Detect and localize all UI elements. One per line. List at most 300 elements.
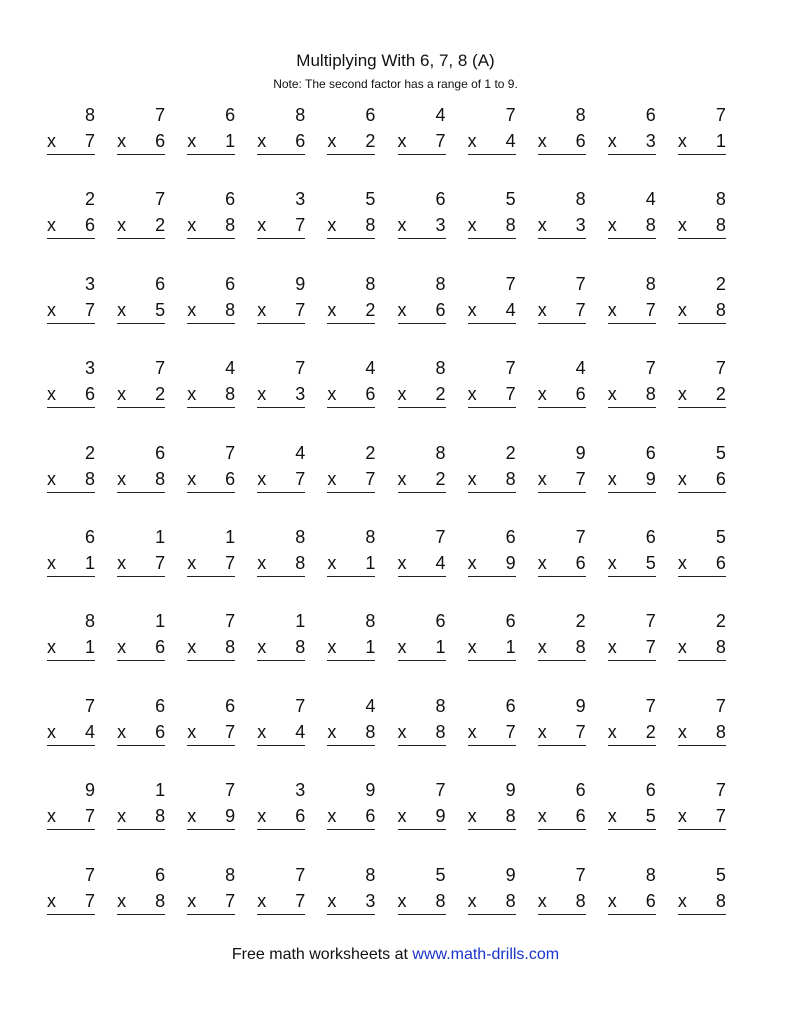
first-factor: 6 — [575, 780, 586, 801]
problem-item — [398, 357, 446, 417]
multiply-sign: x — [677, 890, 687, 911]
second-factor: 8 — [505, 890, 516, 911]
first-factor: 6 — [155, 442, 166, 463]
first-factor: 6 — [225, 105, 236, 125]
first-factor: 7 — [155, 105, 166, 125]
multiply-sign: x — [327, 299, 337, 320]
problem-item — [608, 357, 656, 417]
answer-line — [398, 492, 446, 493]
answer-line — [257, 829, 305, 830]
first-factor: 6 — [505, 611, 516, 632]
problem-item — [187, 526, 235, 586]
problem-item — [678, 104, 726, 164]
answer-line — [257, 238, 305, 239]
second-factor: 6 — [715, 468, 726, 489]
answer-line — [257, 154, 305, 155]
multiply-sign: x — [117, 299, 127, 320]
second-factor: 8 — [645, 384, 656, 405]
problem-item — [678, 779, 726, 839]
multiply-sign: x — [257, 468, 267, 489]
multiply-sign: x — [607, 384, 617, 405]
multiply-sign: x — [47, 215, 56, 236]
multiply-sign: x — [537, 721, 547, 742]
multiply-sign: x — [397, 806, 407, 827]
second-factor: 6 — [575, 806, 586, 827]
problem-item — [47, 864, 95, 924]
first-factor: 7 — [645, 695, 656, 716]
second-factor: 8 — [225, 215, 236, 236]
multiply-sign: x — [397, 215, 407, 236]
problem-item — [398, 610, 446, 670]
first-factor: 8 — [645, 864, 656, 885]
problem-item — [327, 695, 375, 755]
problem-item — [327, 188, 375, 248]
answer-line — [678, 745, 726, 746]
second-factor: 7 — [505, 721, 516, 742]
first-factor: 4 — [225, 358, 236, 379]
problem-item — [47, 188, 95, 248]
answer-line — [608, 492, 656, 493]
answer-line — [608, 407, 656, 408]
first-factor: 7 — [155, 358, 166, 379]
problem-item — [468, 104, 516, 164]
second-factor: 8 — [295, 637, 306, 658]
answer-line — [117, 745, 165, 746]
second-factor: 8 — [365, 215, 376, 236]
answer-line — [538, 407, 586, 408]
second-factor: 7 — [575, 468, 586, 489]
answer-line — [257, 660, 305, 661]
second-factor: 6 — [84, 384, 95, 405]
problem-item — [117, 273, 165, 333]
problem-item — [538, 104, 586, 164]
multiply-sign: x — [467, 553, 477, 573]
second-factor: 1 — [435, 637, 446, 658]
multiply-sign: x — [187, 806, 197, 827]
problem-item — [468, 273, 516, 333]
problem-item — [47, 695, 95, 755]
first-factor: 7 — [505, 105, 516, 125]
answer-line — [327, 576, 375, 577]
first-factor: 7 — [575, 273, 586, 294]
answer-line — [327, 914, 375, 915]
first-factor: 6 — [435, 189, 446, 210]
second-factor: 7 — [645, 299, 656, 320]
multiply-sign: x — [677, 384, 687, 405]
second-factor: 6 — [435, 299, 446, 320]
multiply-sign: x — [257, 384, 267, 405]
problem-item — [257, 695, 305, 755]
problem-item — [117, 610, 165, 670]
answer-line — [678, 238, 726, 239]
problem-item — [47, 779, 95, 839]
answer-line — [678, 407, 726, 408]
multiply-sign: x — [607, 637, 617, 658]
multiply-sign: x — [467, 384, 477, 405]
second-factor: 2 — [645, 721, 656, 742]
answer-line — [187, 660, 235, 661]
problem-item — [398, 188, 446, 248]
problem-item — [608, 864, 656, 924]
problem-item — [117, 442, 165, 502]
answer-line — [327, 238, 375, 239]
problem-item — [468, 610, 516, 670]
multiply-sign: x — [397, 890, 407, 911]
multiply-sign: x — [187, 890, 197, 911]
multiply-sign: x — [537, 384, 547, 405]
second-factor: 7 — [225, 890, 236, 911]
answer-line — [47, 660, 95, 661]
multiply-sign: x — [327, 637, 337, 658]
first-factor: 2 — [575, 611, 586, 632]
answer-line — [398, 238, 446, 239]
problem-item — [47, 357, 95, 417]
problem-item — [257, 526, 305, 586]
first-factor: 1 — [155, 527, 166, 547]
multiply-sign: x — [537, 637, 547, 658]
first-factor: 9 — [575, 442, 586, 463]
first-factor: 8 — [84, 105, 95, 125]
second-factor: 9 — [435, 806, 446, 827]
multiply-sign: x — [607, 131, 617, 151]
problem-item — [187, 695, 235, 755]
problem-item — [468, 357, 516, 417]
answer-line — [257, 914, 305, 915]
problem-item — [468, 695, 516, 755]
second-factor: 7 — [435, 131, 446, 151]
first-factor: 9 — [84, 780, 95, 801]
multiply-sign: x — [397, 131, 407, 151]
second-factor: 4 — [435, 553, 446, 573]
second-factor: 2 — [365, 131, 376, 151]
first-factor: 6 — [645, 780, 656, 801]
second-factor: 7 — [155, 553, 166, 573]
second-factor: 6 — [155, 131, 166, 151]
answer-line — [608, 914, 656, 915]
first-factor: 7 — [225, 442, 236, 463]
answer-line — [398, 829, 446, 830]
multiply-sign: x — [537, 806, 547, 827]
first-factor: 2 — [715, 611, 726, 632]
answer-line — [187, 745, 235, 746]
second-factor: 7 — [575, 721, 586, 742]
answer-line — [187, 829, 235, 830]
answer-line — [398, 914, 446, 915]
multiply-sign: x — [467, 637, 477, 658]
second-factor: 2 — [435, 384, 446, 405]
first-factor: 6 — [505, 527, 516, 547]
first-factor: 8 — [715, 189, 726, 210]
second-factor: 1 — [84, 553, 95, 573]
multiply-sign: x — [607, 553, 617, 573]
second-factor: 2 — [435, 468, 446, 489]
problem-item — [327, 442, 375, 502]
problem-item — [257, 864, 305, 924]
multiply-sign: x — [187, 553, 197, 573]
second-factor: 7 — [295, 215, 306, 236]
first-factor: 8 — [365, 864, 376, 885]
answer-line — [327, 660, 375, 661]
problem-item — [538, 273, 586, 333]
second-factor: 7 — [365, 468, 376, 489]
problem-item — [608, 188, 656, 248]
second-factor: 8 — [715, 637, 726, 658]
problem-item — [327, 779, 375, 839]
answer-line — [608, 238, 656, 239]
second-factor: 6 — [575, 131, 586, 151]
problem-item — [398, 526, 446, 586]
multiply-sign: x — [257, 299, 267, 320]
second-factor: 4 — [505, 299, 516, 320]
problem-item — [538, 357, 586, 417]
problem-item — [608, 695, 656, 755]
problem-item — [608, 273, 656, 333]
answer-line — [678, 492, 726, 493]
second-factor: 9 — [225, 806, 236, 827]
multiply-sign: x — [607, 721, 617, 742]
first-factor: 2 — [84, 189, 95, 210]
second-factor: 4 — [84, 721, 95, 742]
multiply-sign: x — [397, 384, 407, 405]
answer-line — [468, 492, 516, 493]
multiply-sign: x — [187, 721, 197, 742]
multiply-sign: x — [47, 299, 56, 320]
problem-item — [398, 442, 446, 502]
multiply-sign: x — [117, 721, 127, 742]
multiply-sign: x — [397, 637, 407, 658]
second-factor: 6 — [575, 553, 586, 573]
first-factor: 3 — [84, 273, 95, 294]
problem-item — [398, 104, 446, 164]
problem-item — [398, 695, 446, 755]
second-factor: 8 — [225, 384, 236, 405]
answer-line — [608, 323, 656, 324]
answer-line — [538, 492, 586, 493]
multiply-sign: x — [537, 468, 547, 489]
multiply-sign: x — [537, 890, 547, 911]
second-factor: 6 — [295, 131, 306, 151]
multiply-sign: x — [677, 806, 687, 827]
second-factor: 6 — [575, 384, 586, 405]
first-factor: 8 — [435, 358, 446, 379]
answer-line — [327, 407, 375, 408]
problem-item — [117, 104, 165, 164]
second-factor: 8 — [575, 890, 586, 911]
multiply-sign: x — [47, 384, 56, 405]
problem-item — [678, 442, 726, 502]
answer-line — [117, 914, 165, 915]
second-factor: 7 — [295, 299, 306, 320]
answer-line — [608, 154, 656, 155]
first-factor: 5 — [715, 442, 726, 463]
first-factor: 7 — [715, 780, 726, 801]
multiply-sign: x — [327, 806, 337, 827]
problem-item — [117, 695, 165, 755]
multiply-sign: x — [187, 384, 197, 405]
problem-item — [257, 104, 305, 164]
first-factor: 5 — [715, 527, 726, 547]
answer-line — [538, 829, 586, 830]
first-factor: 6 — [225, 695, 236, 716]
first-factor: 8 — [225, 864, 236, 885]
second-factor: 7 — [505, 384, 516, 405]
first-factor: 7 — [505, 358, 516, 379]
multiply-sign: x — [327, 890, 337, 911]
answer-line — [47, 745, 95, 746]
second-factor: 1 — [505, 637, 516, 658]
multiply-sign: x — [677, 299, 687, 320]
answer-line — [47, 238, 95, 239]
first-factor: 9 — [575, 695, 586, 716]
multiply-sign: x — [467, 131, 477, 151]
answer-line — [678, 660, 726, 661]
multiply-sign: x — [607, 299, 617, 320]
second-factor: 2 — [155, 215, 166, 236]
second-factor: 8 — [715, 890, 726, 911]
problem-item — [538, 695, 586, 755]
first-factor: 7 — [295, 695, 306, 716]
second-factor: 5 — [645, 553, 656, 573]
answer-line — [468, 154, 516, 155]
multiply-sign: x — [537, 299, 547, 320]
first-factor: 6 — [225, 189, 236, 210]
answer-line — [468, 829, 516, 830]
multiply-sign: x — [327, 384, 337, 405]
answer-line — [327, 323, 375, 324]
second-factor: 8 — [84, 468, 95, 489]
first-factor: 7 — [435, 527, 446, 547]
problem-item — [257, 273, 305, 333]
second-factor: 1 — [84, 637, 95, 658]
answer-line — [117, 407, 165, 408]
first-factor: 4 — [575, 358, 586, 379]
first-factor: 7 — [715, 358, 726, 379]
first-factor: 2 — [505, 442, 516, 463]
second-factor: 6 — [645, 890, 656, 911]
multiply-sign: x — [537, 553, 547, 573]
multiply-sign: x — [47, 721, 56, 742]
answer-line — [398, 576, 446, 577]
footer-link[interactable]: www.math-drills.com — [412, 946, 560, 963]
multiply-sign: x — [117, 131, 127, 151]
second-factor: 8 — [155, 806, 166, 827]
problem-item — [117, 188, 165, 248]
answer-line — [257, 492, 305, 493]
second-factor: 7 — [84, 806, 95, 827]
multiply-sign: x — [607, 806, 617, 827]
problem-item — [538, 610, 586, 670]
problem-item — [608, 104, 656, 164]
problem-item — [47, 610, 95, 670]
first-factor: 1 — [155, 780, 166, 801]
problem-item — [327, 273, 375, 333]
first-factor: 6 — [225, 273, 236, 294]
problem-item — [678, 610, 726, 670]
second-factor: 6 — [155, 637, 166, 658]
answer-line — [47, 914, 95, 915]
answer-line — [608, 829, 656, 830]
first-factor: 9 — [295, 273, 306, 294]
second-factor: 6 — [155, 721, 166, 742]
worksheet-title: Multiplying With 6, 7, 8 (A) — [296, 51, 495, 70]
first-factor: 8 — [365, 611, 376, 632]
second-factor: 8 — [435, 721, 446, 742]
second-factor: 7 — [715, 806, 726, 827]
multiply-sign: x — [117, 890, 127, 911]
problem-item — [538, 864, 586, 924]
problem-item — [257, 188, 305, 248]
second-factor: 3 — [365, 890, 376, 911]
problem-item — [398, 864, 446, 924]
answer-line — [117, 238, 165, 239]
second-factor: 3 — [295, 384, 306, 405]
answer-line — [398, 323, 446, 324]
first-factor: 4 — [365, 358, 376, 379]
problem-item — [327, 864, 375, 924]
answer-line — [538, 154, 586, 155]
multiply-sign: x — [327, 553, 337, 573]
answer-line — [468, 407, 516, 408]
first-factor: 7 — [715, 695, 726, 716]
multiply-sign: x — [537, 131, 547, 151]
answer-line — [608, 660, 656, 661]
second-factor: 9 — [645, 468, 656, 489]
multiply-sign: x — [47, 890, 56, 911]
second-factor: 6 — [365, 806, 376, 827]
first-factor: 9 — [505, 780, 516, 801]
second-factor: 8 — [365, 721, 376, 742]
multiply-sign: x — [677, 215, 687, 236]
problem-item — [117, 779, 165, 839]
problem-item — [257, 610, 305, 670]
multiply-sign: x — [47, 553, 56, 573]
first-factor: 4 — [435, 105, 446, 125]
second-factor: 6 — [365, 384, 376, 405]
second-factor: 7 — [575, 299, 586, 320]
answer-line — [187, 492, 235, 493]
answer-line — [678, 829, 726, 830]
answer-line — [187, 407, 235, 408]
multiply-sign: x — [117, 215, 127, 236]
multiply-sign: x — [327, 468, 337, 489]
problem-item — [47, 273, 95, 333]
second-factor: 7 — [295, 468, 306, 489]
second-factor: 6 — [225, 468, 236, 489]
multiply-sign: x — [607, 468, 617, 489]
multiply-sign: x — [677, 637, 687, 658]
multiply-sign: x — [677, 553, 687, 573]
multiply-sign: x — [607, 890, 617, 911]
second-factor: 6 — [715, 553, 726, 573]
problem-item — [257, 357, 305, 417]
first-factor: 7 — [715, 105, 726, 125]
multiply-sign: x — [47, 468, 56, 489]
first-factor: 7 — [295, 358, 306, 379]
worksheet-note: Note: The second factor has a range of 1 to 9. — [273, 77, 518, 91]
first-factor: 5 — [715, 864, 726, 885]
first-factor: 8 — [575, 105, 586, 125]
problem-item — [538, 442, 586, 502]
answer-line — [47, 323, 95, 324]
answer-line — [538, 660, 586, 661]
multiply-sign: x — [47, 131, 56, 151]
problem-item — [327, 526, 375, 586]
first-factor: 6 — [155, 864, 166, 885]
second-factor: 3 — [435, 215, 446, 236]
multiply-sign: x — [187, 637, 197, 658]
second-factor: 8 — [575, 637, 586, 658]
second-factor: 8 — [295, 553, 306, 573]
